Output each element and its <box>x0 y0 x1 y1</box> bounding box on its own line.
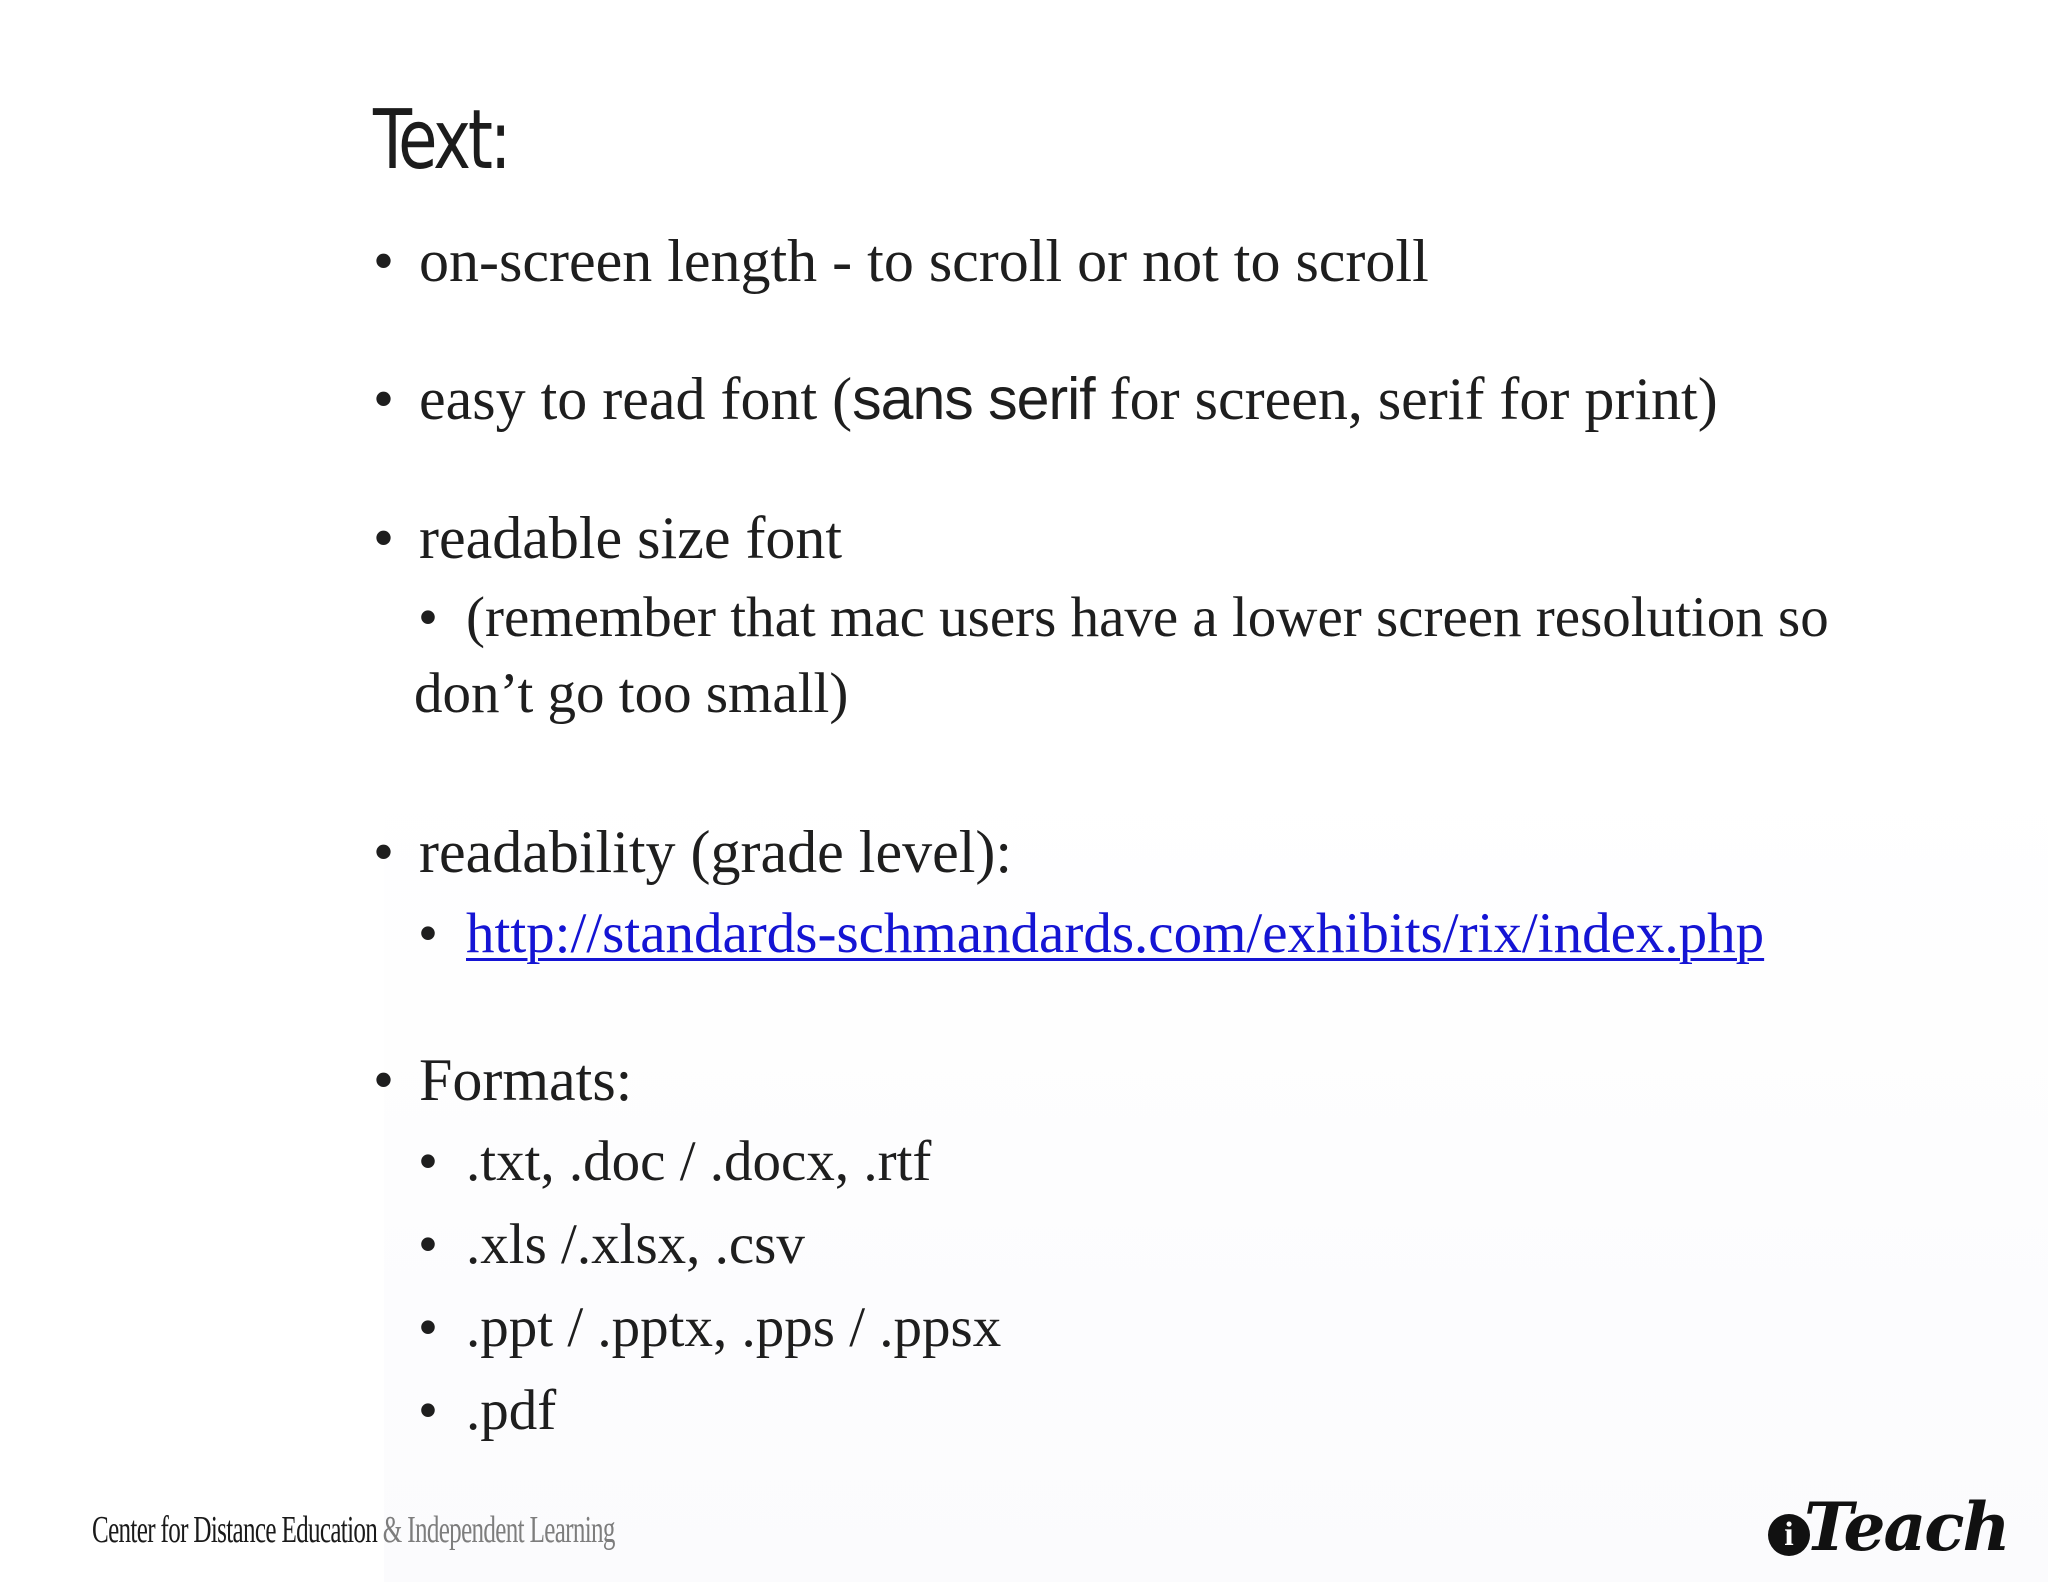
sub-bullet-format-spreadsheet <box>418 1207 805 1283</box>
bullet-formats <box>373 1044 632 1116</box>
footer-org-light: & Independent Learning <box>382 1509 615 1551</box>
sub-bullet-text-line2: don’t go too small) <box>414 662 849 725</box>
bullet-readable-size-font <box>373 502 842 574</box>
sub-bullet-dot: • <box>418 1213 438 1276</box>
bullet-text: Formats: <box>419 1047 633 1113</box>
iteach-logo <box>1768 1488 2009 1570</box>
bullet-dot: • <box>373 366 395 432</box>
sub-bullet-dot: • <box>418 902 438 965</box>
sub-bullet-text: .ppt / .pptx, .pps / .ppsx <box>466 1296 1002 1359</box>
slide-title: Text: <box>373 93 509 188</box>
bullet-text-after: for screen, serif for print) <box>1094 366 1718 432</box>
sub-bullet-format-text <box>418 1124 931 1200</box>
sub-bullet-text: .pdf <box>466 1379 557 1442</box>
bullet-text: readable size font <box>419 505 843 571</box>
footer-org-bold: Center for Distance Education <box>92 1509 378 1551</box>
bullet-text-before: easy to read font ( <box>419 366 853 432</box>
readability-link[interactable]: http://standards-schmandards.com/exhibits/rix/index.php <box>466 902 1765 965</box>
sub-bullet-dot: • <box>418 1379 438 1442</box>
bullet-on-screen-length <box>373 225 1429 297</box>
sub-bullet-text-line1: (remember that mac users have a lower screen resolution so <box>466 586 1829 649</box>
bullet-readability <box>373 816 1012 888</box>
bullet-text: on-screen length - to scroll or not to scroll <box>419 228 1429 294</box>
bullet-dot: • <box>373 228 395 294</box>
bullet-dot: • <box>373 819 395 885</box>
sub-bullet-dot: • <box>418 1130 438 1193</box>
sub-bullet-text: .xls /.xlsx, .csv <box>466 1213 805 1276</box>
sub-bullet-readability-link <box>418 896 1764 972</box>
info-circle-icon: i <box>1768 1514 1810 1556</box>
logo-wordmark: Teach <box>1804 1488 2009 1566</box>
sub-bullet-format-pdf <box>418 1373 556 1449</box>
bullet-text-sans-example: sans serif <box>852 366 1095 432</box>
sub-bullet-dot: • <box>418 1296 438 1359</box>
footer-organization <box>92 1508 615 1552</box>
bullet-dot: • <box>373 505 395 571</box>
sub-bullet-text: .txt, .doc / .docx, .rtf <box>466 1130 932 1193</box>
bullet-text: readability (grade level): <box>419 819 1013 885</box>
bullet-easy-to-read-font <box>373 363 1718 435</box>
sub-bullet-format-presentation <box>418 1290 1001 1366</box>
sub-bullet-dot: • <box>418 586 438 649</box>
bullet-dot: • <box>373 1047 395 1113</box>
sub-bullet-mac-users <box>418 580 1829 656</box>
